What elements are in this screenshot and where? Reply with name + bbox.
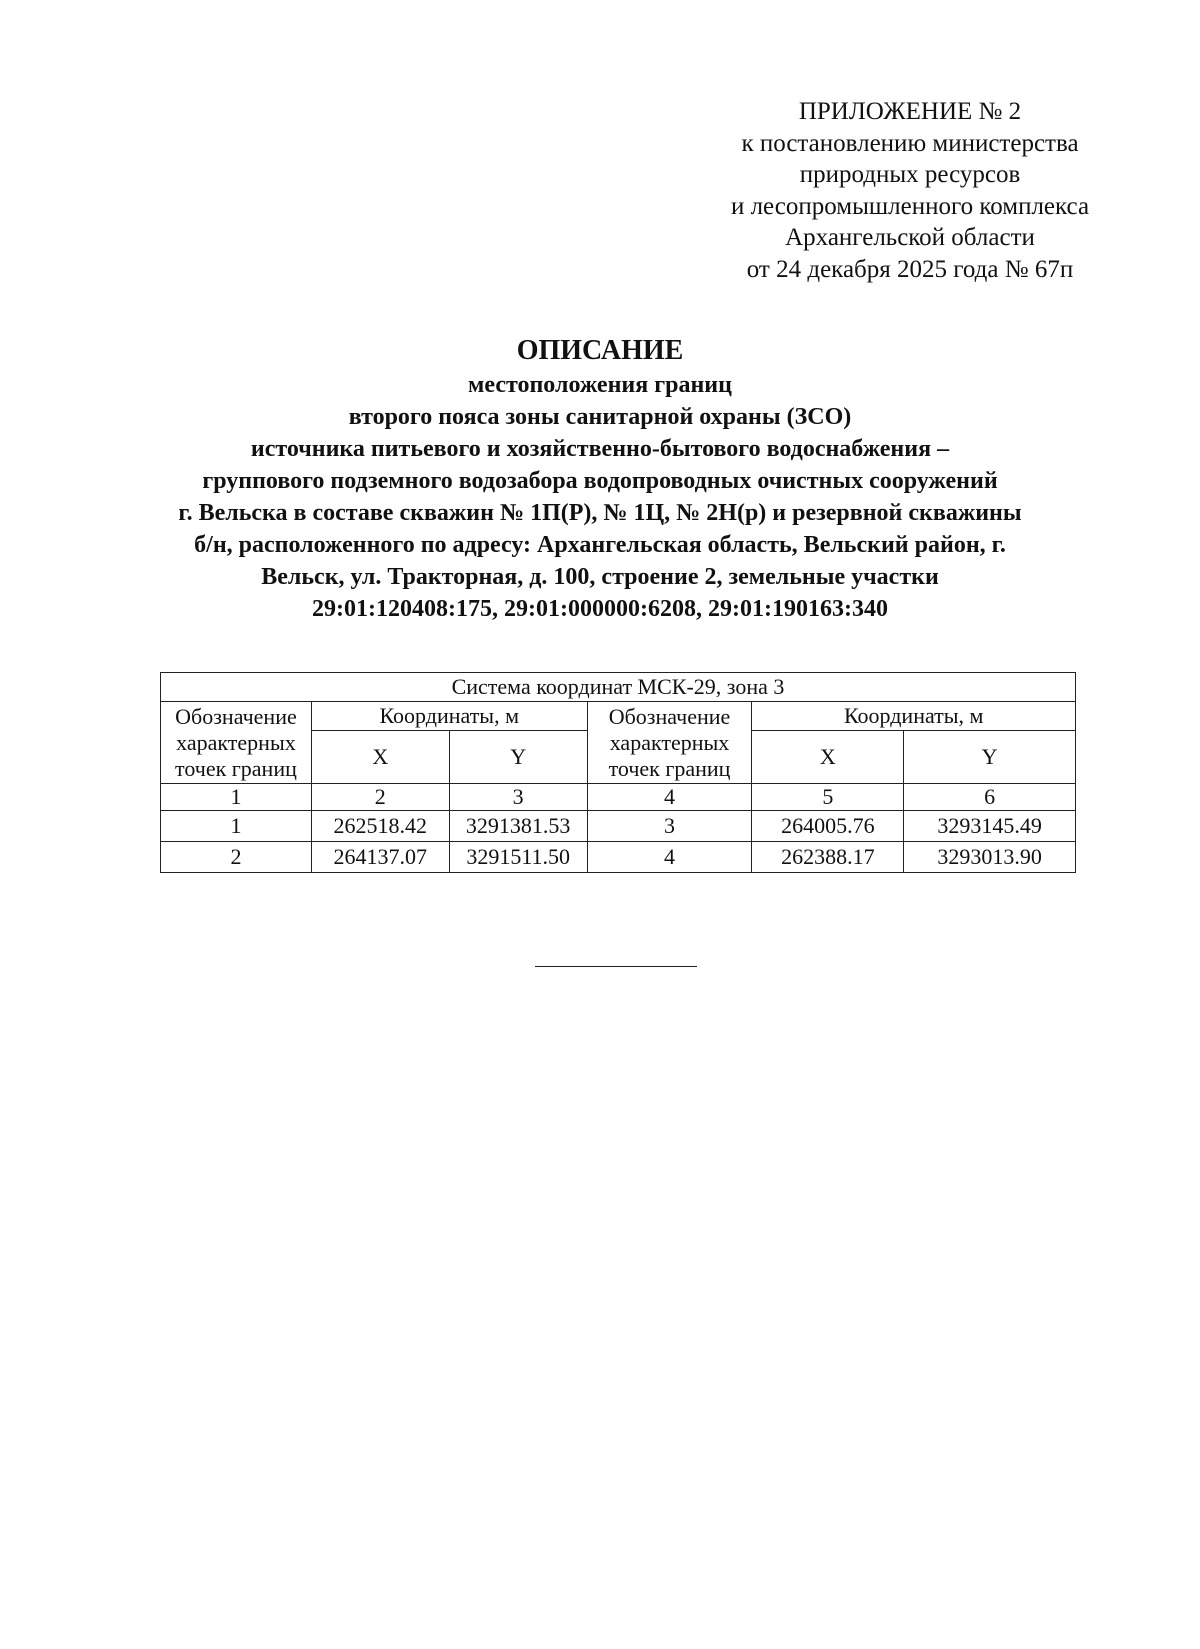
x-value-cell: 262388.17: [752, 842, 904, 873]
column-number: 3: [449, 784, 587, 811]
x-header-left: X: [311, 731, 449, 784]
coordinate-system-row: [161, 673, 1076, 702]
x-value-cell: 264005.76: [752, 811, 904, 842]
designation-header-line: точек границ: [175, 755, 297, 781]
title-line: Вельск, ул. Тракторная, д. 100, строение 2, земельные участки: [261, 564, 939, 590]
appendix-date-line: от 24 декабря 2025 года № 67п: [746, 255, 1074, 283]
column-number: 4: [587, 784, 752, 811]
coordinates-table: [160, 672, 1076, 873]
column-number: 1: [161, 784, 312, 811]
column-number-row: [161, 784, 1076, 811]
appendix-line: и лесопромышленного комплекса: [730, 192, 1090, 220]
y-value-cell: 3291511.50: [449, 842, 587, 873]
document-title: ОПИСАНИЕ: [516, 335, 684, 366]
appendix-line: Архангельской области: [785, 224, 1035, 251]
appendix-line: природных ресурсов: [799, 161, 1021, 188]
title-line: местоположения границ: [468, 372, 732, 398]
x-value-cell: 262518.42: [311, 811, 449, 842]
designation-header-line: Обозначение: [608, 703, 731, 729]
designation-header-line: Обозначение: [175, 703, 297, 729]
point-id-cell: 4: [587, 842, 752, 873]
column-number: 6: [904, 784, 1076, 811]
designation-header-line: характерных: [609, 729, 730, 755]
y-value-cell: 3293145.49: [904, 811, 1076, 842]
appendix-line: к постановлению министерства: [741, 129, 1079, 157]
appendix-header: [660, 96, 1160, 285]
designation-header-line: точек границ: [608, 755, 731, 781]
title-line: группового подземного водозабора водопроводных очистных сооружений: [202, 468, 998, 494]
table-row: [161, 811, 1076, 842]
document-title-block: [80, 334, 1120, 625]
title-line: б/н, расположенного по адресу: Архангельская область, Вельский район, г.: [194, 532, 1006, 558]
title-line: источника питьевого и хозяйственно-бытового водоснабжения –: [250, 436, 950, 462]
designation-header-line: характерных: [176, 729, 296, 755]
table-row: [161, 842, 1076, 873]
coords-header-left: Координаты, м: [311, 702, 587, 731]
point-id-cell: 2: [161, 842, 312, 873]
table-header-row: [161, 702, 1076, 731]
designation-header-left: [161, 702, 312, 784]
title-line: г. Вельска в составе скважин № 1П(Р), № 1Ц, № 2Н(р) и резервной скважины: [178, 500, 1022, 526]
column-number: 5: [752, 784, 904, 811]
cadastral-numbers-line: 29:01:120408:175, 29:01:000000:6208, 29:01:190163:340: [312, 596, 888, 622]
point-id-cell: 1: [161, 811, 312, 842]
y-header-right: Y: [904, 731, 1076, 784]
coords-header-right: Координаты, м: [752, 702, 1076, 731]
end-divider-line: [535, 966, 697, 967]
column-number: 2: [311, 784, 449, 811]
coordinate-system-cell: Система координат МСК-29, зона 3: [161, 673, 1076, 702]
point-id-cell: 3: [587, 811, 752, 842]
x-header-right: X: [752, 731, 904, 784]
title-line: второго пояса зоны санитарной охраны (ЗСО): [348, 404, 852, 430]
appendix-title: ПРИЛОЖЕНИЕ № 2: [798, 98, 1022, 125]
y-value-cell: 3291381.53: [449, 811, 587, 842]
designation-header-right: [587, 702, 752, 784]
x-value-cell: 264137.07: [311, 842, 449, 873]
y-value-cell: 3293013.90: [904, 842, 1076, 873]
y-header-left: Y: [449, 731, 587, 784]
